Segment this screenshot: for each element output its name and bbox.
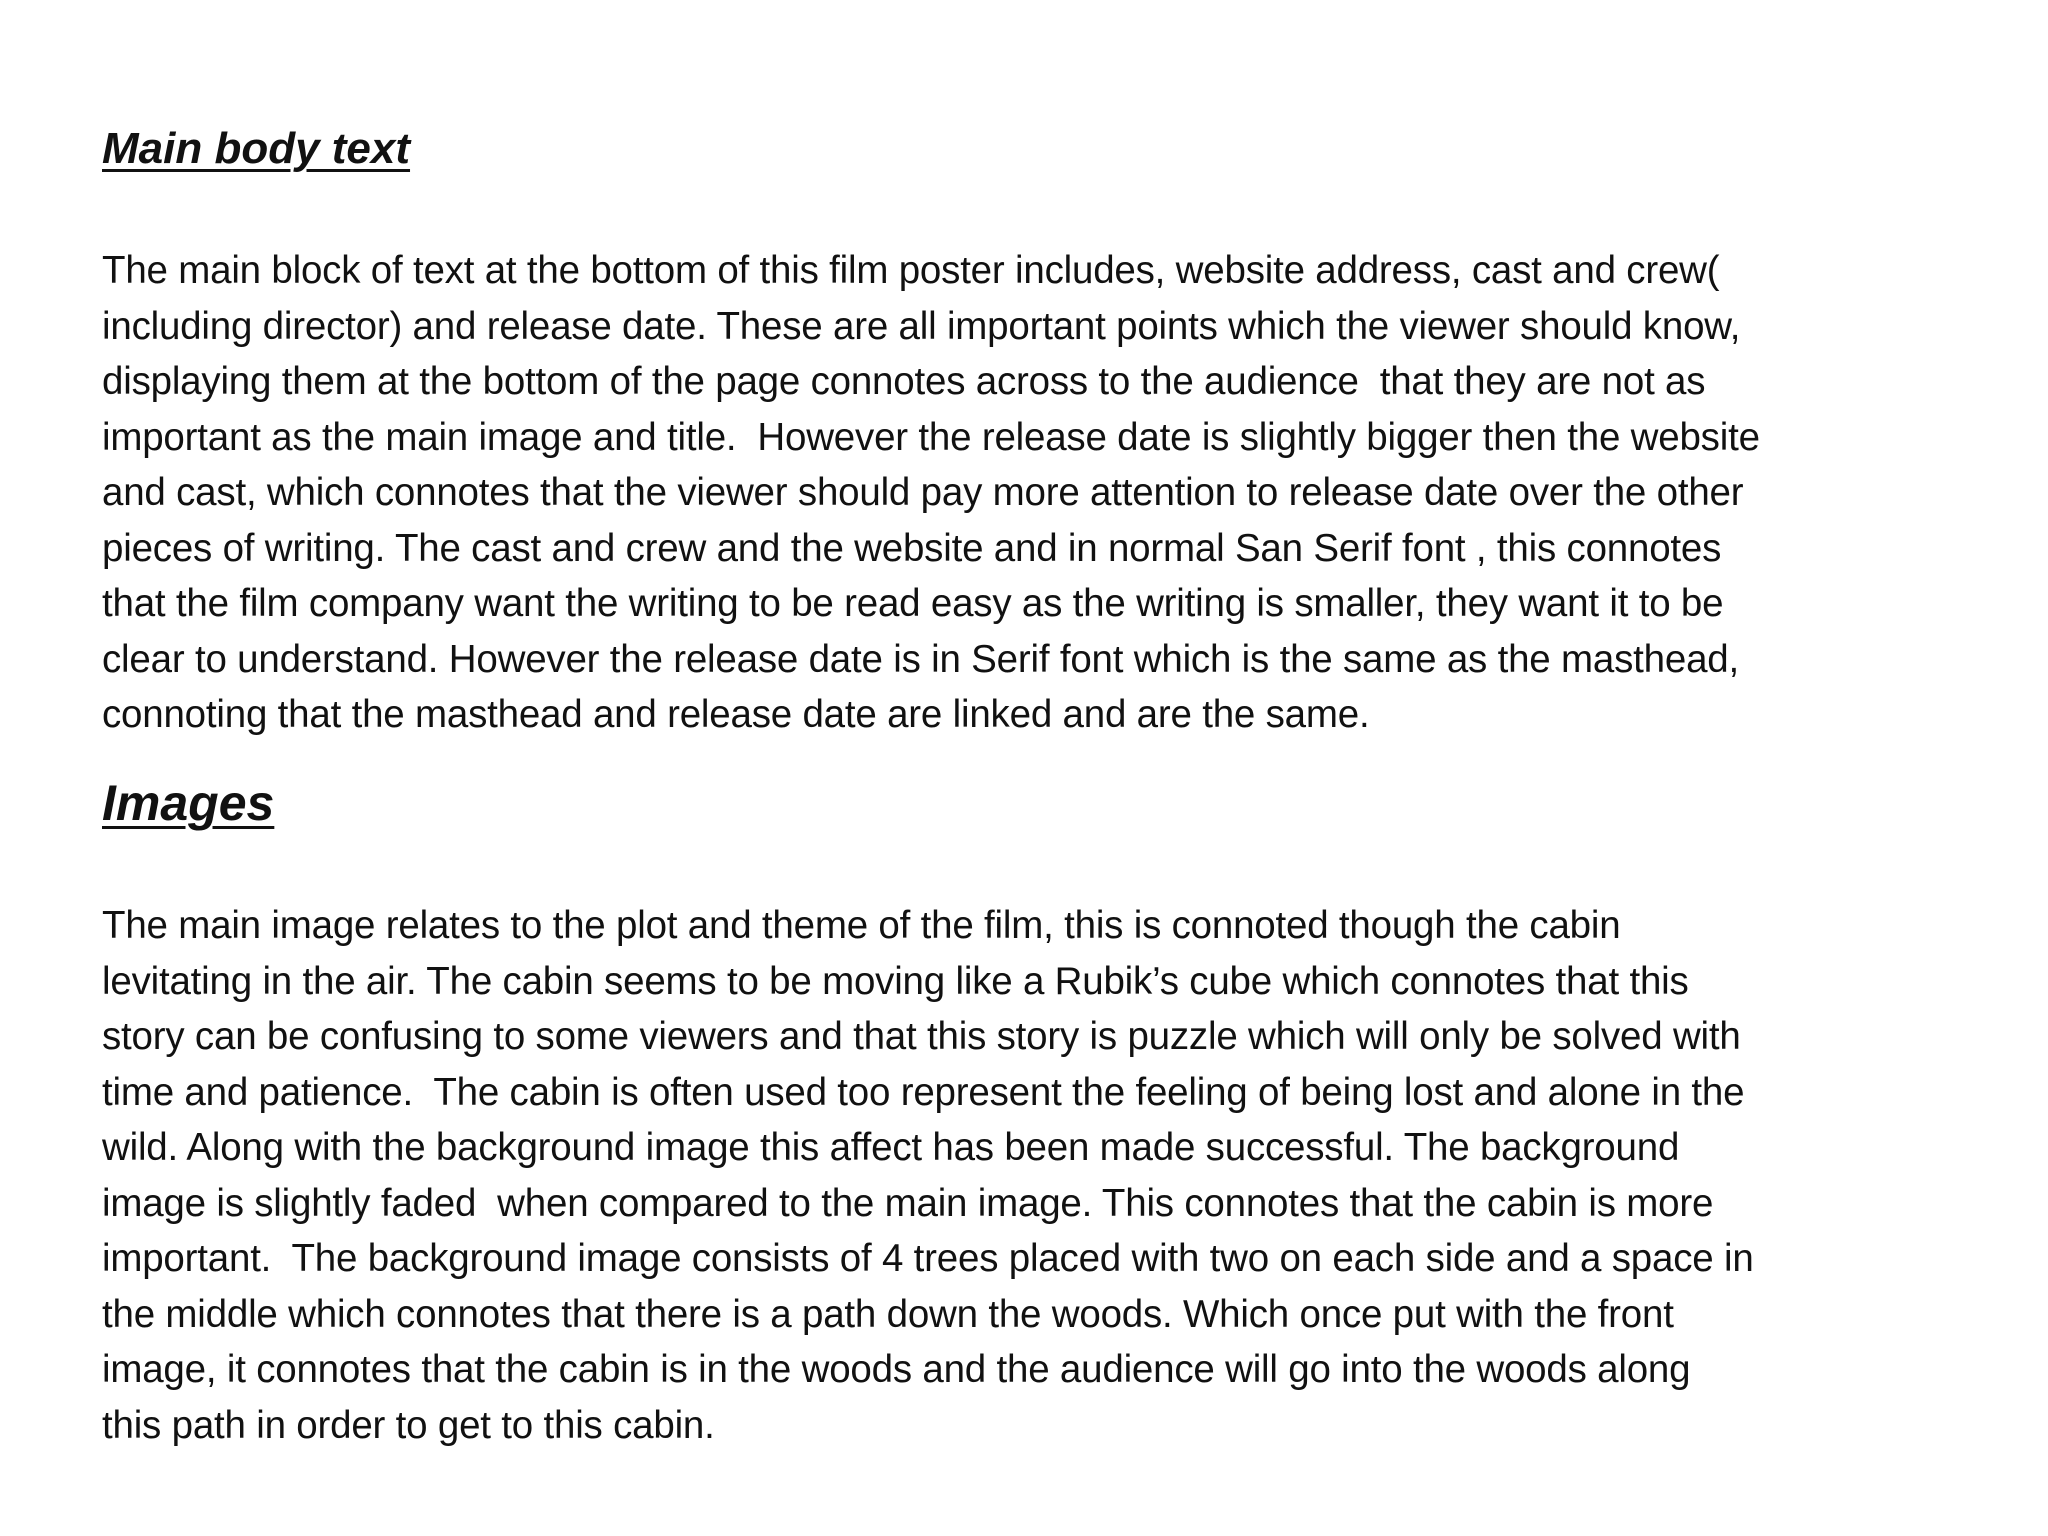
paragraph-line: important as the main image and title. However the release date is slightly bigger then the website bbox=[102, 415, 1760, 459]
images-paragraph bbox=[102, 898, 2002, 1453]
section-heading-images: Images bbox=[102, 775, 275, 831]
paragraph-line: image, it connotes that the cabin is in the woods and the audience will go into the woods along bbox=[102, 1348, 1691, 1391]
paragraph-line: levitating in the air. The cabin seems to be moving like a Rubik’s cube which connotes that this bbox=[102, 959, 1689, 1003]
paragraph-line: pieces of writing. The cast and crew and the website and in normal San Serif font , this connotes bbox=[102, 526, 1722, 570]
paragraph-line: and cast, which connotes that the viewer should pay more attention to release date over the other bbox=[102, 471, 1744, 514]
section-heading-main-body-text: Main body text bbox=[102, 124, 411, 173]
paragraph-line: this path in order to get to this cabin. bbox=[102, 1403, 715, 1447]
paragraph-line: important. The background image consists of 4 trees placed with two on each side and a space in bbox=[102, 1237, 1754, 1280]
paragraph-line: The main block of text at the bottom of this film poster includes, website address, cast and crew( bbox=[102, 249, 1720, 292]
paragraph-line: wild. Along with the background image this affect has been made successful. The background bbox=[102, 1126, 1680, 1169]
paragraph-line: that the film company want the writing to be read easy as the writing is smaller, they want it to be bbox=[102, 582, 1724, 625]
paragraph-line: connoting that the masthead and release date are linked and are the same. bbox=[102, 693, 1370, 736]
paragraph-line: The main image relates to the plot and theme of the film, this is connoted though the cabin bbox=[102, 904, 1621, 947]
paragraph-line: the middle which connotes that there is a path down the woods. Which once put with the front bbox=[102, 1292, 1674, 1336]
paragraph-line: clear to understand. However the release date is in Serif font which is the same as the masthead, bbox=[102, 637, 1739, 681]
paragraph-line: image is slightly faded when compared to the main image. This connotes that the cabin is more bbox=[102, 1181, 1714, 1225]
main-body-text-paragraph bbox=[102, 243, 2002, 743]
paragraph-line: time and patience. The cabin is often used too represent the feeling of being lost and alone in the bbox=[102, 1070, 1745, 1114]
paragraph-line: story can be confusing to some viewers and that this story is puzzle which will only be solved with bbox=[102, 1015, 1741, 1058]
paragraph-line: displaying them at the bottom of the page connotes across to the audience that they are not as bbox=[102, 360, 1706, 403]
paragraph-line: including director) and release date. These are all important points which the viewer should know, bbox=[102, 304, 1741, 348]
